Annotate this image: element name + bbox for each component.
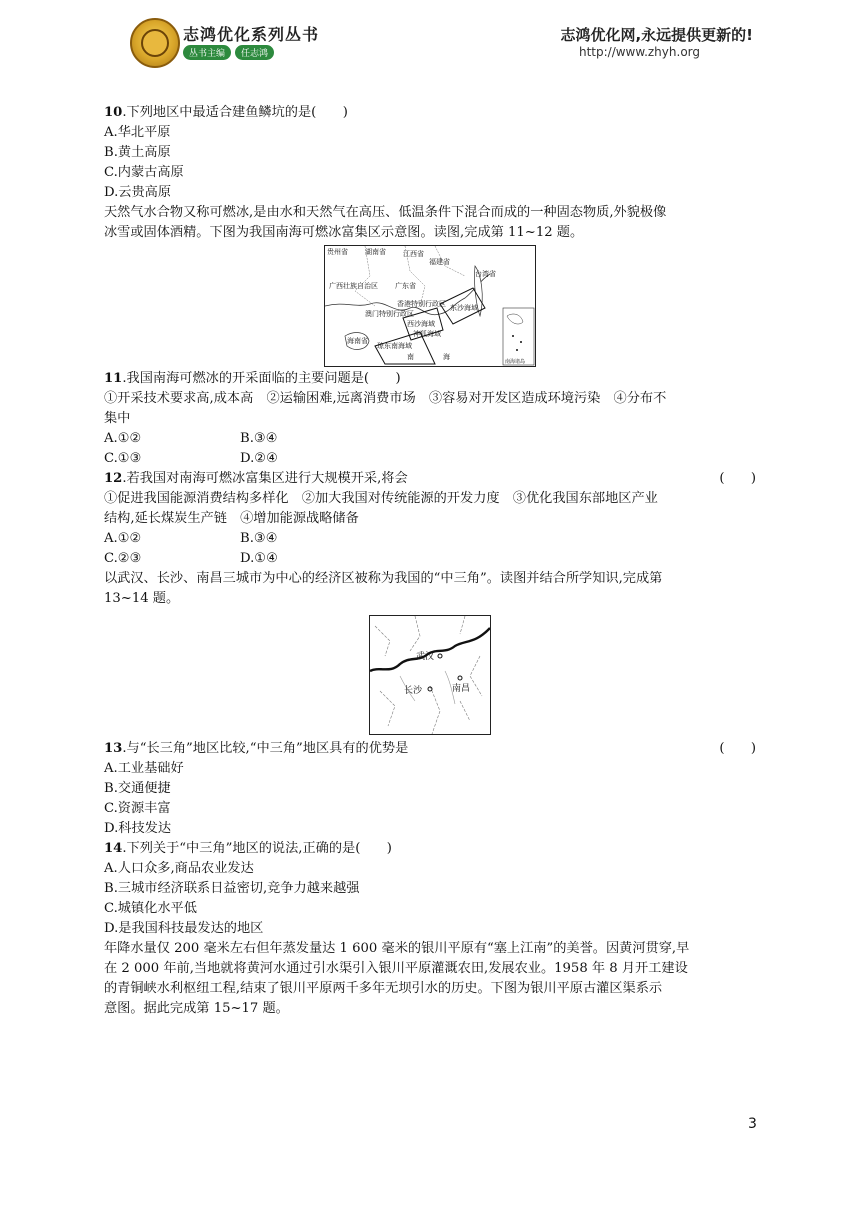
option-row: A.①② B.③④ <box>104 531 278 546</box>
question-12-stem: 12.若我国对南海可燃冰富集区进行大规模开采,将会 ( ) <box>104 469 756 489</box>
map-label: 香港特别行政区 <box>397 300 446 308</box>
central-triangle-map-svg <box>369 615 491 735</box>
city-label-wuhan: 武汉 <box>416 652 435 662</box>
city-label-nanchang: 南昌 <box>452 684 471 694</box>
option-row: C.②③ D.①④ <box>104 551 278 566</box>
map-label: 湖南省 <box>365 248 386 256</box>
central-triangle-map <box>104 615 756 735</box>
option-row: A.①② B.③④ <box>104 431 278 446</box>
brand-sub-label: 丛书主编 <box>183 45 231 60</box>
map-label: 神狐海域 <box>413 330 441 338</box>
brand-sub-editor: 任志鸿 <box>235 45 274 60</box>
page-header <box>0 0 860 80</box>
passage-line: 年降水量仅 200 毫米左右但年蒸发量达 1 600 毫米的银川平原有“塞上江南”的美誉。因黄河贯穿,早 <box>104 941 690 956</box>
passage-line: 天然气水合物又称可燃冰,是由水和天然气在高压、低温条件下混合而成的一种固态物质,外貌极像 <box>104 205 667 220</box>
passage-line: 在 2 000 年前,当地就将黄河水通过引水渠引入银川平原灌溉农田,发展农业。1958 年 8 月开工建设 <box>104 961 688 976</box>
option: C.资源丰富 <box>104 801 171 816</box>
map-label: 海 <box>443 353 450 361</box>
map-label: 东沙海域 <box>450 304 478 312</box>
answer-bracket: ( ) <box>719 741 756 756</box>
header-slogan: 志鸿优化网,永远提供更新的! <box>560 26 753 44</box>
south-china-sea-map-svg <box>324 245 536 367</box>
question-12-desc: ①促进我国能源消费结构多样化 ②加大我国对传统能源的开发力度 ③优化我国东部地区产业 <box>104 491 658 506</box>
brand-title: 志鸿优化系列丛书 <box>183 25 320 44</box>
option: B.黄土高原 <box>104 145 171 160</box>
brand-subtitle <box>183 45 274 60</box>
question-14-stem: 14.下列关于“中三角”地区的说法,正确的是( ) <box>104 841 392 856</box>
question-11-desc: ①开采技术要求高,成本高 ②运输困难,远离消费市场 ③容易对开发区造成环境污染 ④分布不 <box>104 391 667 406</box>
passage-line: 冰雪或固体酒精。下图为我国南海可燃冰富集区示意图。读图,完成第 11~12 题。 <box>104 225 584 240</box>
question-12-desc: 结构,延长煤炭生产链 ④增加能源战略储备 <box>104 511 359 526</box>
passage-line: 意图。据此完成第 15~17 题。 <box>104 1001 289 1016</box>
page-number: 3 <box>748 1116 757 1132</box>
option: C.城镇化水平低 <box>104 901 197 916</box>
option: B.三城市经济联系日益密切,竞争力越来越强 <box>104 881 360 896</box>
map-label: 澳门特别行政区 <box>365 310 414 318</box>
map-label: 琼东南海域 <box>377 342 412 350</box>
option: A.华北平原 <box>104 125 171 140</box>
question-10-stem: 10.下列地区中最适合建鱼鳞坑的是( ) <box>104 105 348 120</box>
question-11-stem: 11.我国南海可燃冰的开采面临的主要问题是( ) <box>104 371 401 386</box>
map-label: 贵州省 <box>327 248 348 256</box>
option: B.交通便捷 <box>104 781 171 796</box>
answer-bracket: ( ) <box>719 471 756 486</box>
map-label: 江西省 <box>403 250 424 258</box>
map-label: 海南省 <box>347 337 368 345</box>
option: D.是我国科技最发达的地区 <box>104 921 264 936</box>
passage-line: 13~14 题。 <box>104 591 180 606</box>
passage-line: 以武汉、长沙、南昌三城市为中心的经济区被称为我国的“中三角”。读图并结合所学知识,完成第 <box>104 571 663 586</box>
option: D.云贵高原 <box>104 185 172 200</box>
map-label: 福建省 <box>429 258 450 266</box>
south-china-sea-map <box>104 245 756 367</box>
brand-logo-icon <box>130 18 180 68</box>
option: A.工业基础好 <box>104 761 184 776</box>
header-url[interactable]: http://www.zhyh.org <box>578 45 700 59</box>
map-label: 广东省 <box>395 282 416 290</box>
passage-line: 的青铜峡水利枢纽工程,结束了银川平原两千多年无坝引水的历史。下图为银川平原古灌区渠系示 <box>104 981 663 996</box>
option: D.科技发达 <box>104 821 172 836</box>
map-label: 广西壮族自治区 <box>329 282 378 290</box>
question-13-stem: 13.与“长三角”地区比较,“中三角”地区具有的优势是 ( ) <box>104 739 756 759</box>
city-label-changsha: 长沙 <box>404 686 423 696</box>
option-row: C.①③ D.②④ <box>104 451 278 466</box>
option: C.内蒙古高原 <box>104 165 184 180</box>
option: A.人口众多,商品农业发达 <box>104 861 254 876</box>
map-label: 南海诸岛 <box>505 359 526 365</box>
map-label: 西沙海域 <box>407 320 435 328</box>
question-11-desc: 集中 <box>104 411 131 426</box>
map-label: 台湾省 <box>475 270 496 278</box>
document-body <box>104 103 756 1019</box>
map-label: 南 <box>407 353 414 361</box>
